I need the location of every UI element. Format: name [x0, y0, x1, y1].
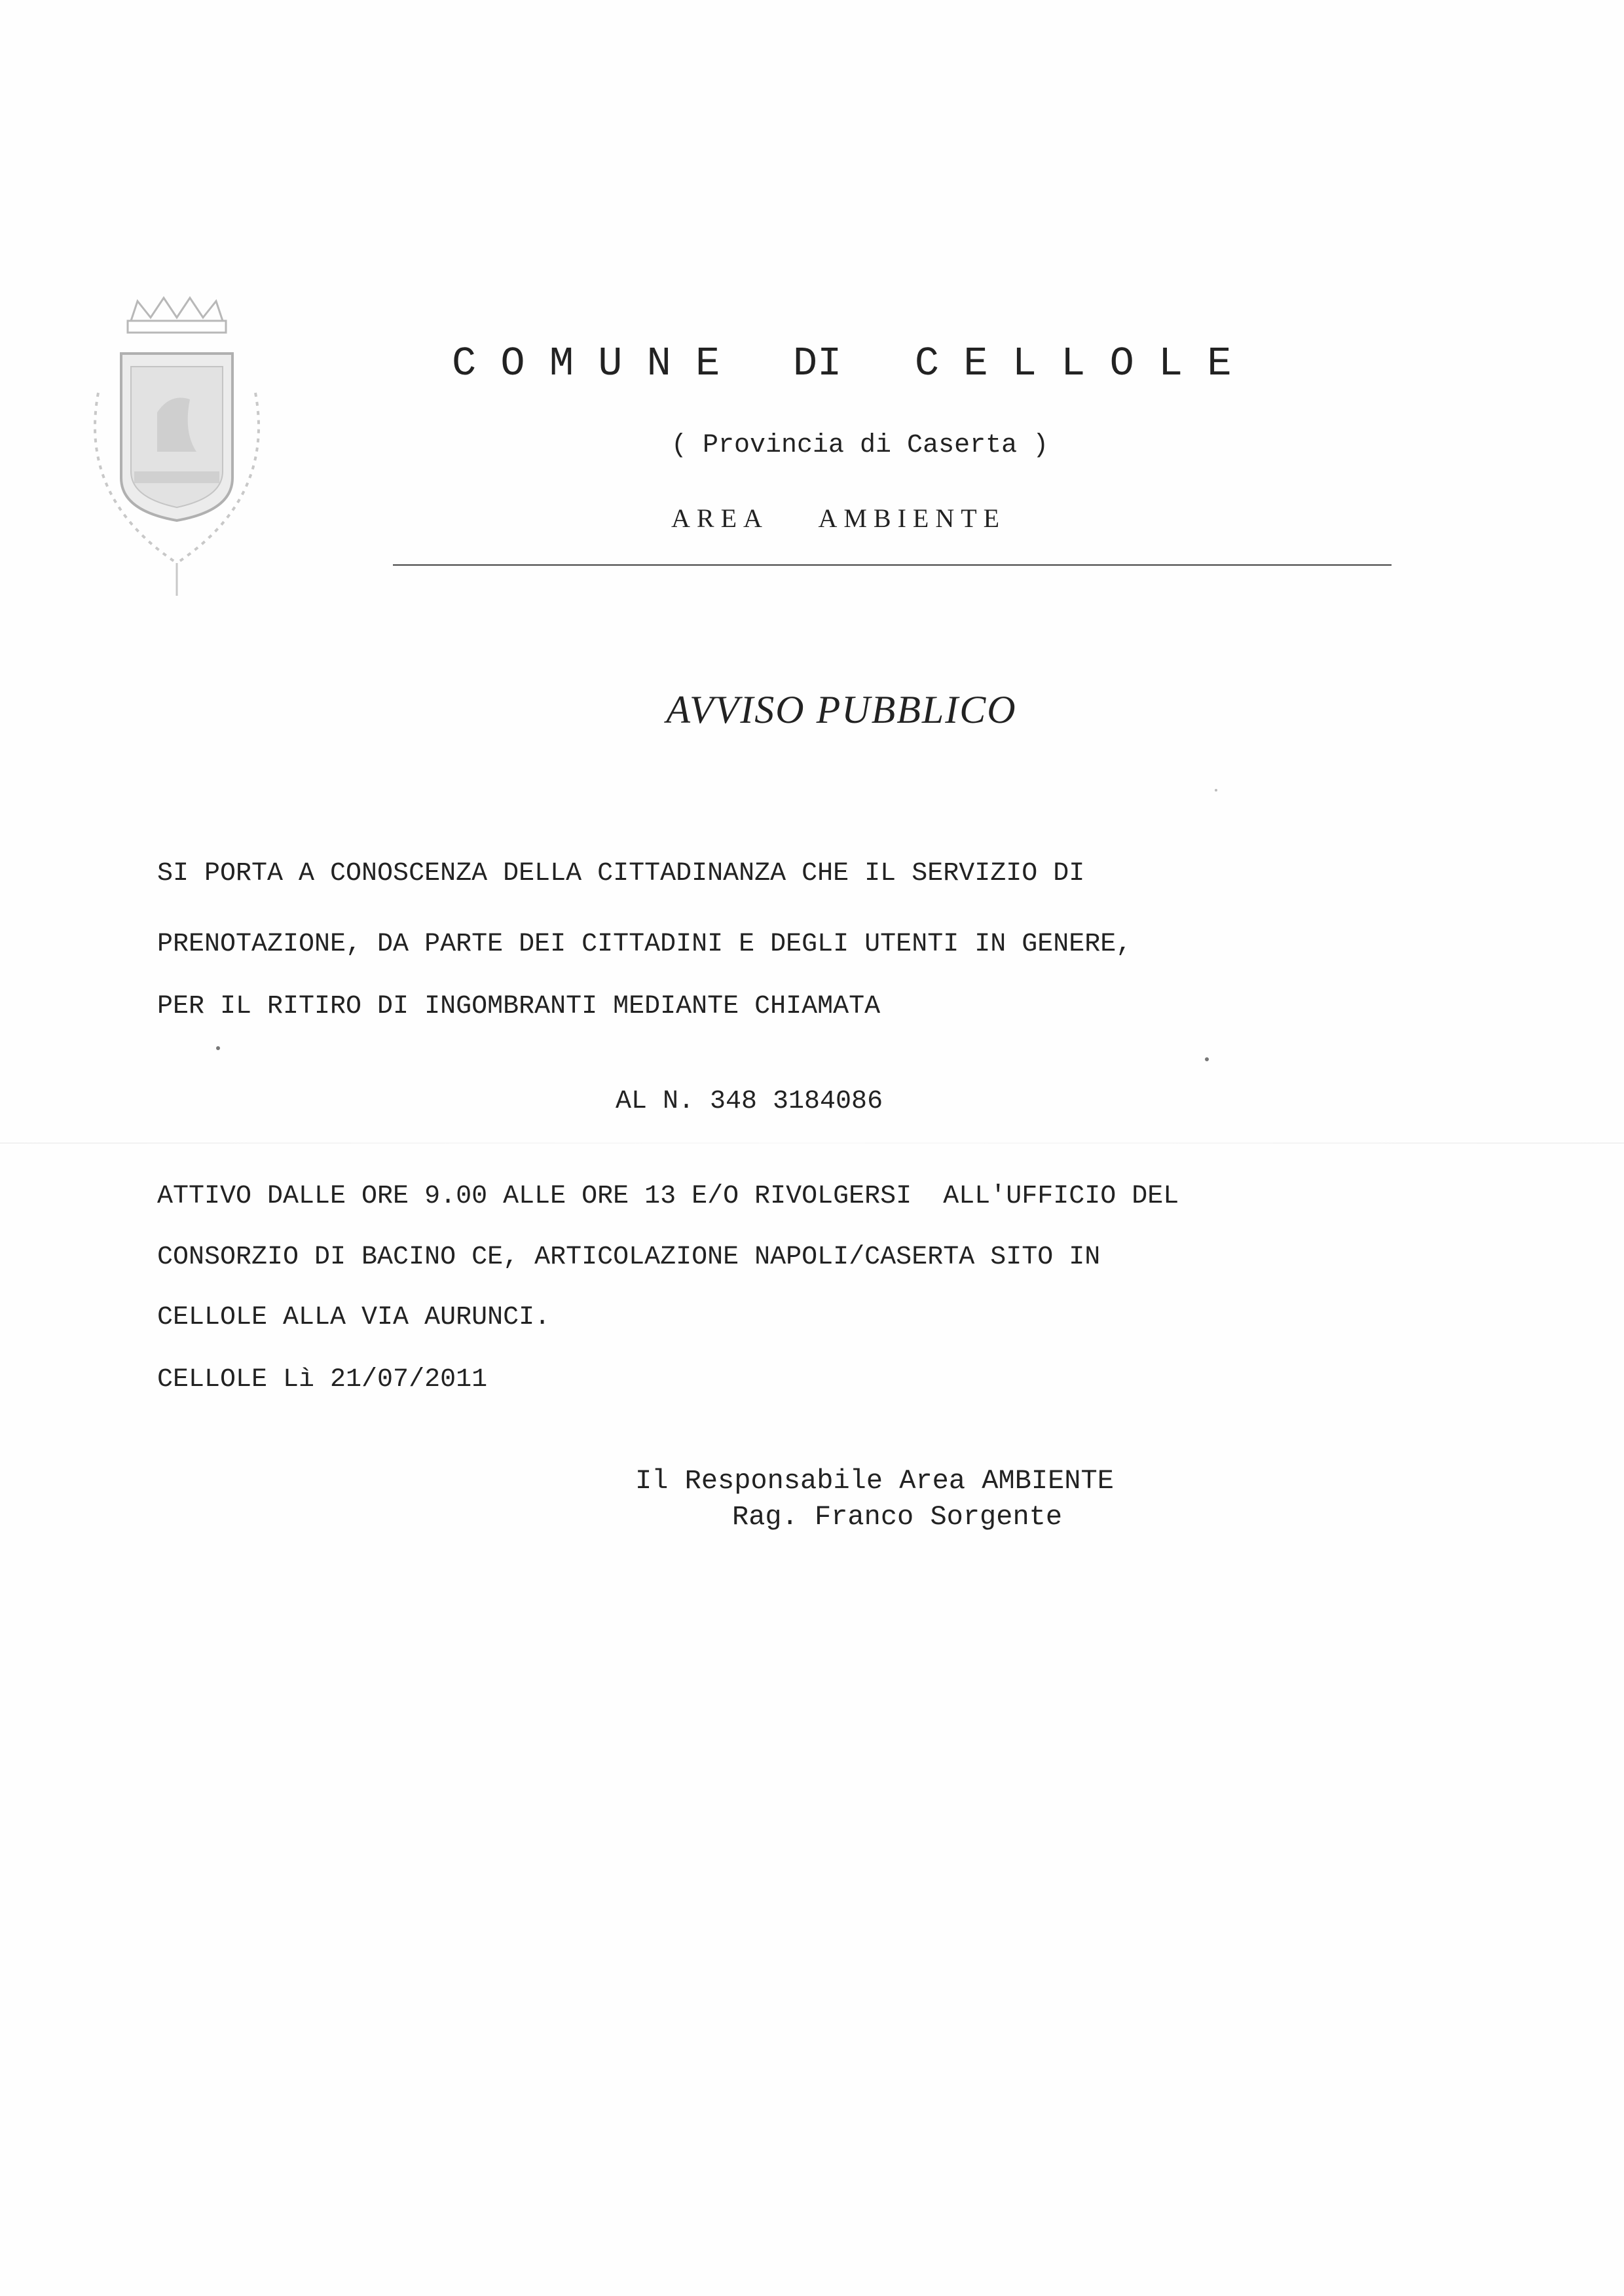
paper-fold-line — [0, 1142, 1624, 1144]
scan-speck — [1215, 789, 1217, 792]
header-divider — [393, 564, 1392, 566]
signature-role: Il Responsabile Area AMBIENTE — [635, 1465, 1114, 1497]
body-line-6: CELLOLE ALLA VIA AURUNCI. — [157, 1303, 551, 1332]
phone-number: AL N. 348 3184086 — [616, 1087, 883, 1116]
notice-title: AVVISO PUBBLICO — [666, 688, 1017, 731]
body-line-1: SI PORTA A CONOSCENZA DELLA CITTADINANZA CHE IL SERVIZIO DI — [157, 859, 1085, 888]
body-line-4: ATTIVO DALLE ORE 9.00 ALLE ORE 13 E/O RIVOLGERSI ALL'UFFICIO DEL — [157, 1182, 1179, 1211]
scan-speck — [216, 1046, 220, 1050]
body-line-5: CONSORZIO DI BACINO CE, ARTICOLAZIONE NAPOLI/CASERTA SITO IN — [157, 1243, 1101, 1272]
body-line-3: PER IL RITIRO DI INGOMBRANTI MEDIANTE CHIAMATA — [157, 992, 881, 1021]
scan-speck — [1205, 1057, 1209, 1061]
department-label: AREA AMBIENTE — [671, 503, 1006, 533]
province-subtitle: ( Provincia di Caserta ) — [671, 431, 1049, 460]
municipality-title: C O M U N E DI C E L L O L E — [452, 340, 1232, 387]
municipal-crest-icon — [59, 282, 295, 609]
signature-name: Rag. Franco Sorgente — [732, 1501, 1063, 1533]
date-line: CELLOLE Lì 21/07/2011 — [157, 1365, 488, 1394]
body-line-2: PRENOTAZIONE, DA PARTE DEI CITTADINI E DEGLI UTENTI IN GENERE, — [157, 930, 1132, 959]
